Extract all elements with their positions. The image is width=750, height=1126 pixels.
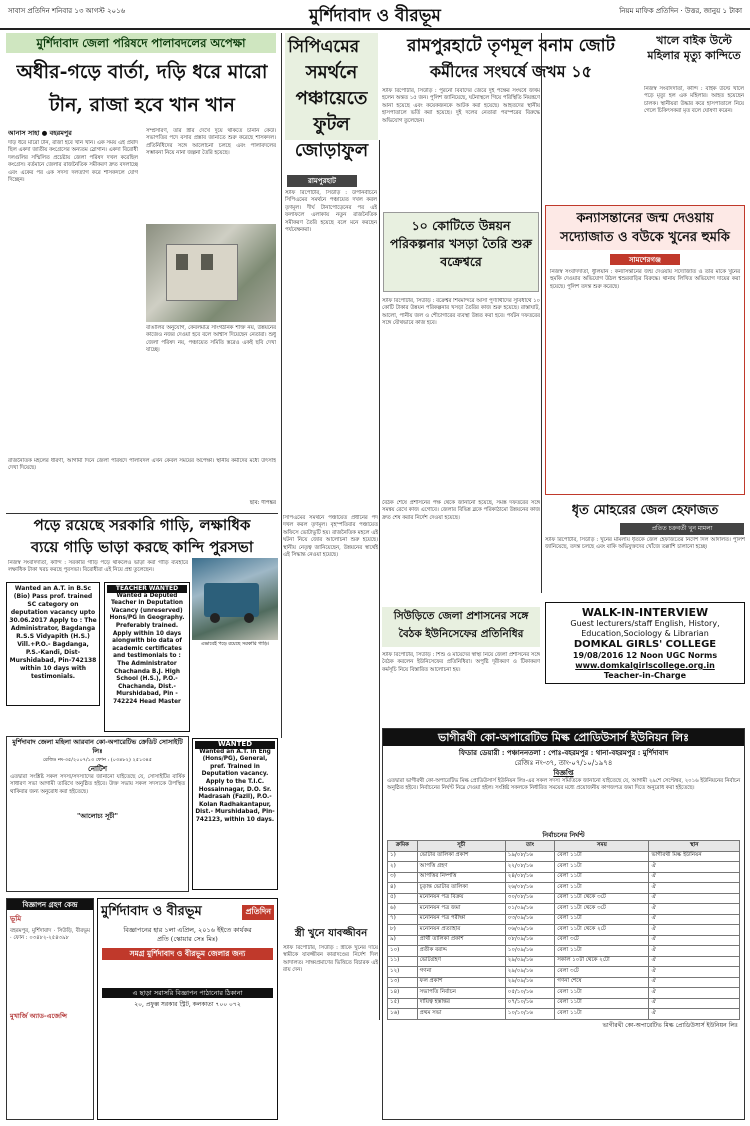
table-cell: ঐ [649, 1009, 740, 1020]
cpm-subheadline: কর্মীদের সংঘর্ষে জখম ১৫ [429, 62, 593, 81]
milk-subtitle: ফিডার ডেয়ারী : পঞ্চাননতলা : পোঃ-বহরমপুর : থানা-বহরমপুর : মুর্শিদাবাদ [458, 748, 669, 757]
milk-notice-label: বিজ্ঞপ্তি [553, 768, 574, 777]
table-cell: ১০/১০/১৬ [505, 1009, 554, 1020]
table-cell: বেলা ১১টা [555, 914, 649, 925]
table-cell: সভাপতি নির্বাচন [417, 988, 505, 999]
vehicle-body: নিজস্ব সংবাদদাতা, কান্দি : সরকারি গাড়ি পড়ে থাকলেও ভাড়া করা গাড়ি ব্যবহারে লক্ষাধিক টাকা খরচ করছে পুরসভা। বিরোধীরা এই নিয়ে প্রশ্ন তুলেছেন। [8, 560, 188, 574]
table-cell: ২৪/০৮/১৬ [505, 872, 554, 883]
life-headline: স্ত্রী খুনে যাবজ্জীবন [294, 928, 368, 939]
promo-line1: বিজ্ঞাপনের হার ১লা এপ্রিল, ২০১৬ ইইতে কার্যকর [123, 926, 252, 934]
walkin-line1: Guest lecturers/staff English, History, Education,Sociology & Librarian [570, 619, 720, 638]
column-rule [379, 140, 380, 1020]
section-title: মুর্শিদাবাদ ও বীরভূম [309, 6, 441, 26]
table-cell: ৭) [388, 914, 418, 925]
table-cell: ০১/০৯/১৬ [505, 904, 554, 915]
walkin-title: WALK-IN-INTERVIEW [581, 606, 709, 619]
table-cell: ১০) [388, 946, 418, 957]
lead-kicker-band [6, 33, 276, 53]
mid-col-body-b: বৈঠক শেষে প্রশাসনের পক্ষ থেকে জানানো হয়েছে, সমস্ত দফতরের সঙ্গে সমন্বয় রেখে কাজ এগোবে। জেলার বিভিন্ন ব্লকে পরিকাঠামো উন্নয়নের কাজ দ্রুত শেষ করার নির্দেশ দেওয়া হয়েছে। [382, 500, 540, 521]
table-cell: প্রার্থী তালিকা প্রকাশ [417, 935, 505, 946]
table-header-row [388, 841, 740, 852]
ad-booking-title: বিজ্ঞাপন গ্রহণ কেন্দ্র [7, 899, 93, 910]
panchayat-tag: রামপুরহাট [287, 175, 357, 187]
table-cell: ১৫) [388, 998, 418, 1009]
table-cell: ঐ [649, 946, 740, 957]
table-cell: ৯) [388, 935, 418, 946]
girl-tag: সামশেরগঞ্জ [610, 254, 680, 265]
milk-title: ভাগীরথী কো-অপারেটিভ মিল্ক প্রোডিউসার্স ইউনিয়ন লিঃ [383, 729, 744, 746]
lead-body-col2: সম্প্রসারণ, তার স্ত্রীর দেখে দুয়ে থাকতে চাননি কেউ। সভাপতির পদে বসার প্রস্তাব জানাতে শুরু করেছে শাসকদল। প্রতিনিধিদের সঙ্গে আলোচনা চলছে এবং পালাবদলের সম্ভাবনা নিয়ে নানা জল্পনা তৈরি হয়েছে। [146, 128, 276, 157]
promo-box [97, 898, 278, 1120]
table-cell: ৬) [388, 904, 418, 915]
promo-line3: সমগ্র মুর্শিদাবাদ ও বীরভূম জেলার জন্য [102, 948, 273, 960]
table-cell: বেলা ১১টা [555, 872, 649, 883]
society-body: এতদ্বারা সংশ্লিষ্ট সকল সদস্য/সদস্যাদের জানানো যাইতেছে যে, সোসাইটির বার্ষিক সাধারণ সভা আগামী তারিখে অনুষ্ঠিত হইবে। উক্ত সভায় সকল সদস্যকে উপস্থিত থাকিবার জন্য অনুরোধ করা হইতেছে। [10, 774, 185, 795]
lead-body-col4: রাজনৈতিক মহলের ধারণা, আগামী দিনে জেলা পরিষদে পালাবদল এখন কেবল সময়ের অপেক্ষা। স্থানীয় কর্মীদের মধ্যে উৎসাহ দেখা দিয়েছে। [8, 458, 276, 472]
table-header-cell: স্থান [649, 841, 740, 852]
table-row [388, 935, 740, 946]
milk-reg: রেজিঃ নং-৩৭, তাং-০৭/১০/১৯৭৪ [514, 759, 613, 767]
table-cell: মনোনয়ন পত্র বিক্রয় [417, 893, 505, 904]
column-rule [541, 33, 542, 593]
lead-body-col1: দড়ি ধরে মারো টান, রাজা হবে খান খান। এক সময় এই প্রবাদ ছিল একদা জাতীয় কংগ্রেসের অন্যতম স্লোগান। একদা বিরোধী দলগুলির সম্মিলিত প্রচেষ্টায় জেলা পরিষদ দখল করেছিল কংগ্রেস। বর্তমানে জেলার রাজনৈতিক সমীকরণ দ্রুত বদলাচ্ছে এবং একের পর এক সদস্য দলত্যাগ করে শাসকদলে যোগ দিচ্ছেন। [8, 140, 138, 184]
panchayat-body: স্টাফ রিপোর্টার, সিউড়ি : উপনির্বাচনে সিপিএমের সমর্থনে পঞ্চায়েত দখল করল তৃণমূল। দীর্ঘ টানাপোড়েনের পর এই ফলাফলে এলাকায় নতুন রাজনৈতিক সমীকরণ তৈরি হয়েছে বলে মনে করছেন পর্যবেক্ষকরা। [285, 190, 377, 234]
table-cell: সকাল ১০টা থেকে ২টো [555, 956, 649, 967]
milk-schedule [383, 840, 744, 1020]
table-cell: ঐ [649, 914, 740, 925]
table-cell: ৩) [388, 872, 418, 883]
table-cell: ৫) [388, 893, 418, 904]
table-cell: ৮) [388, 925, 418, 936]
table-row [388, 904, 740, 915]
walkin-link[interactable]: www.domkalgirlscollege.org.in [575, 661, 715, 670]
table-row [388, 862, 740, 873]
table-cell: গণনা [417, 967, 505, 978]
table-cell: বেলা ১১টা [555, 998, 649, 1009]
milk-body: এতদ্বারা ভাগীরথী কো-অপারেটিভ মিল্ক প্রোডিউসার্স ইউনিয়ন লিঃ-এর সকল সদস্য সমিতিকে জানানো যাইতেছে যে, আগামী ২৯শে সেপ্টেম্বর, ২০১৬ ইউনিয়নের নির্বাচন অনুষ্ঠিত হইবে। নির্বাচনের নির্ঘণ্ট নিম্নে দেওয়া হইল। সংশ্লিষ্ট সকলকে নির্ধারিত সময়ের মধ্যে প্রয়োজনীয় কাগজপত্র জমা দিতে অনুরোধ করা হইতেছে। [387, 778, 740, 792]
lead-byline: আনাস সাহা ● বহরমপুর [8, 129, 72, 137]
table-cell: ঐ [649, 977, 740, 988]
table-cell: মনোনয়ন পত্র পরীক্ষা [417, 914, 505, 925]
promo-line4: এ ছাড়া সরাসরি বিজ্ঞাপন পাঠানোর ঠিকানা [102, 988, 273, 998]
milk-schedule-title: নির্বাচনের নির্ঘণ্ট [542, 831, 585, 839]
table-cell: বেলা ১১টা থেকে ২টে [555, 925, 649, 936]
table-cell: বেলা ১১টা থেকে ৩টে [555, 904, 649, 915]
table-cell: বেলা ১১টা [555, 851, 649, 862]
vehicle-headline-2: ব্যয়ে গাড়ি ভাড়া করছে কান্দি পুরসভা [30, 538, 254, 556]
crore-box [383, 212, 539, 292]
crore-headline: ১০ কোটিতে উন্নয়ন পরিকল্পনার খসড়া তৈরি শুরু বক্রেশ্বরে [390, 218, 532, 269]
table-cell: ঐ [649, 883, 740, 894]
crore-body: স্টাফ রিপোর্টার, সিউড়ি : বক্রেশ্বর শিবমন্দিরে আসা পুণ্যার্থীদের সুবিধার্থে ১০ কোটি টাকার উন্নয়ন পরিকল্পনার খসড়া তৈরির কাজ শুরু হয়েছে। রাস্তাঘাট, আলো, পানীয় জল ও শৌচাগারের ব্যবস্থা উন্নত করা হবে। পর্যটন দফতরের সঙ্গে যৌথভাবে কাজ হবে। [382, 298, 540, 327]
lead-body-col3: বাঙালির অনুযোগ, কেবলমাত্র সাংগঠনিক শক্তি নয়, উন্নয়নের কাজেও নজর দেওয়া হবে বলে আশ্বাস দিয়েছেন নেতারা। শুধু জেলা পরিষদ নয়, পঞ্চায়েত সমিতি স্তরেও একই ছবি দেখা যাচ্ছে। [146, 325, 276, 354]
table-cell: ১৩) [388, 977, 418, 988]
table-cell: প্রথম সভা [417, 1009, 505, 1020]
table-cell: বেলা ১১টা [555, 883, 649, 894]
table-row [388, 883, 740, 894]
table-cell: ঐ [649, 988, 740, 999]
cpm-kicker: সিপিএমের [288, 37, 360, 57]
table-cell: আপত্তি গ্রহণ [417, 862, 505, 873]
table-cell: বেলা ১১টা থেকে ৩টে [555, 893, 649, 904]
promo-line5: ২০, প্রফুল্ল সরকার স্ট্রিট, কলকাতা ৭০০ ০৭২ [134, 1001, 241, 1008]
promo-logo: প্রতিদিন [242, 905, 274, 920]
ad-teacher [104, 582, 190, 732]
table-cell: ০৮/০৯/১৬ [505, 935, 554, 946]
panchayat-headline: সমর্থনে পঞ্চায়েতে ফুটল জোড়াফুল [294, 62, 369, 161]
table-header-cell: সূচী [417, 841, 505, 852]
schedule-table [387, 840, 740, 1020]
bike-body: নিজস্ব সংবাদদাতা, কান্দি : বাইক উল্টে খালে পড়ে মৃত্যু হল এক মহিলার। আহত হয়েছেন চালক। স্থানীয়রা উদ্ধার করে হাসপাতালে নিয়ে গেলে চিকিৎসকরা মৃত বলে ঘোষণা করেন। [644, 86, 744, 115]
lead-photo [146, 224, 276, 322]
girl-headline: কন্যাসন্তানের জন্ম দেওয়ায় সদ্যোজাত ও বউকে খুনের হুমকি [546, 206, 744, 250]
society-notice-label: নোটিশ [87, 764, 107, 773]
meeting-headline-2: বৈঠক ইউনিসেফের প্রতিনিধির [398, 628, 524, 640]
table-cell: দায়িত্ব হস্তান্তর [417, 998, 505, 1009]
table-cell: ০৩/০৯/১৬ [505, 914, 554, 925]
table-cell: ঐ [649, 935, 740, 946]
column-rule [281, 33, 282, 738]
milk-signer: ভাগীরথী কো-অপারেটিভ মিল্ক প্রোডিউসার্স ইউনিয়ন লিঃ [602, 1021, 738, 1029]
seal-body: স্টাফ রিপোর্টার, সিউড়ি : খুনের মামলায় ধৃতকে জেল হেফাজতের নির্দেশ দিল আদালত। পুলিশ জানিয়েছে, তদন্ত চলছে এবং বাকি অভিযুক্তদের খোঁজে তল্লাশি চালানো হচ্ছে। [545, 537, 745, 551]
walkin-ad [545, 602, 745, 684]
table-cell: ২৯/০৯/১৬ [505, 977, 554, 988]
table-cell: মনোনয়ন প্রত্যাহার [417, 925, 505, 936]
society-title: মুর্শিদাবাদ জেলা মহিলা আরবান কো-অপারেটিভ ক্রেডিট সোসাইটি লিঃ [12, 738, 183, 755]
table-cell: ০৭/১০/১৬ [505, 998, 554, 1009]
seal-headline: ধৃত মোহরের জেল হেফাজত [571, 503, 719, 518]
meeting-headline: সিউড়িতে জেলা প্রশাসনের সঙ্গে [393, 610, 529, 622]
table-header-cell: তাং [505, 841, 554, 852]
table-row [388, 914, 740, 925]
ad-booking-place2: মুখার্জি অ্যাড-এজেন্সি [10, 1012, 67, 1020]
promo-title: মুর্শিদাবাদ ও বীরভূম [101, 904, 202, 919]
lead-headline: অধীর-গড়ে বার্তা, দড়ি ধরে মারো টান, রাজা হবে খান খান [16, 61, 268, 116]
table-row [388, 925, 740, 936]
table-cell: ঐ [649, 872, 740, 883]
table-cell: ১১) [388, 956, 418, 967]
table-cell: বেলা ৩টে [555, 935, 649, 946]
table-cell: বেলা ১১টা [555, 862, 649, 873]
walkin-line3: 19/08/2016 12 Noon UGC Norms [572, 651, 718, 660]
table-row [388, 946, 740, 957]
milk-notice [382, 728, 745, 1120]
table-cell: ২) [388, 862, 418, 873]
society-notice [6, 736, 189, 892]
bike-headline: খালে বাইক উল্টে মহিলার মৃত্যু কান্দিতে [647, 34, 741, 62]
table-row [388, 1009, 740, 1020]
header-date: সাবাস প্রতিদিন শনিবার ১৩ আগস্ট ২০১৬ [8, 7, 126, 15]
table-header-cell: ক্রমিক [388, 841, 418, 852]
table-cell: ২৬/০৮/১৬ [505, 883, 554, 894]
cpm-headline: রামপুরহাটে তৃণমূল বনাম জোট [407, 36, 615, 56]
table-cell: ভোটার তালিকা প্রকাশ [417, 851, 505, 862]
table-cell: ১) [388, 851, 418, 862]
ad-wanted-2-title: WANTED [195, 741, 275, 749]
ad-booking-body: বহরমপুর, মুর্শিদাবাদ · সিউড়ি, বীরভূম · ফোন : ০৩৪৮২-২৫৪৩৯৮ [10, 928, 90, 942]
table-row [388, 998, 740, 1009]
table-cell: মনোনয়ন পত্র জমা [417, 904, 505, 915]
table-cell: বেলা ১১টা [555, 946, 649, 957]
table-cell: ৪) [388, 883, 418, 894]
vehicle-caption: এভাবেই পড়ে রয়েছে সরকারি গাড়ি। [200, 642, 270, 647]
ad-wanted-2-text: Wanted an A.T. in Eng (Hons/PG), General, pref. Trained in Deputation vacancy. Apply to the T.I.C. Hossainnagar, D.O. Sr. Madrasah (Fazil), P.O.- Kolan Radhakantapur, Dist.- Murshidabad, Pin- 742123, within 10 days. [195, 748, 275, 823]
page-header [0, 0, 750, 30]
table-cell: ঐ [649, 998, 740, 1009]
life-body: স্টাফ রিপোর্টার, সিউড়ি : স্ত্রীকে খুনের দায়ে স্বামীকে যাবজ্জীবন কারাদণ্ডের নির্দেশ দিল আদালত। সাক্ষ্যপ্রমাণের ভিত্তিতে বিচারক এই রায় দেন। [283, 945, 378, 974]
girl-body: নিজস্ব সংবাদদাতা, ধুলিয়ান : কন্যাসন্তানের জন্ম দেওয়ায় সদ্যোজাত ও তার মাকে খুনের হুমকি দেওয়ার অভিযোগ উঠল শ্বশুরবাড়ির বিরুদ্ধে। থানায় লিখিত অভিযোগ দায়ের করা হয়েছে। পুলিশ তদন্ত শুরু করেছে। [550, 269, 740, 290]
table-row [388, 988, 740, 999]
ad-teacher-title: TEACHER WANTED [107, 585, 187, 593]
table-cell: ০৬/০৯/১৬ [505, 925, 554, 936]
meeting-box [382, 607, 540, 647]
header-right: নিয়ম মাফিক প্রতিদিন · উত্তর, জানুয় ১ টাকা [619, 7, 742, 15]
lead-kicker: মুর্শিদাবাদ জেলা পরিষদে পালাবদলের অপেক্ষা [36, 36, 246, 50]
table-cell: ফল প্রকাশ [417, 977, 505, 988]
table-row [388, 851, 740, 862]
ad-booking-box [6, 898, 94, 1120]
table-row [388, 977, 740, 988]
table-cell: ঐ [649, 956, 740, 967]
girl-box [545, 205, 745, 495]
society-list-title: "আলোচ্য সূচী" [76, 812, 118, 820]
ad-wanted-1 [6, 582, 100, 706]
divider [6, 513, 278, 514]
walkin-line2: DOMKAL GIRLS' COLLEGE [573, 639, 717, 650]
table-cell: ৩০/০৮/১৬ [505, 893, 554, 904]
table-cell: প্রতীক বরাদ্দ [417, 946, 505, 957]
table-row [388, 893, 740, 904]
seal-tag: প্রতিত চক্রবর্তী খুন মামলা [620, 523, 744, 535]
table-header-cell: সময় [555, 841, 649, 852]
table-row [388, 967, 740, 978]
lead-credit: ছবি: দীপঙ্কর [249, 500, 276, 506]
table-cell: বেলা ৩টে [555, 967, 649, 978]
table-cell: ঐ [649, 967, 740, 978]
table-cell: ২২/০৮/১৬ [505, 862, 554, 873]
table-cell: গণনা শেষে [555, 977, 649, 988]
mid-col-body: সিপিএমের সমর্থনে পঞ্চায়েত প্রধানের পদ দখল করল তৃণমূল। বৃহস্পতিবার পঞ্চায়েত অফিসে ভোটাভুটি হয়। রাজনৈতিক মহলে এই ঘটনা নিয়ে জোর আলোচনা শুরু হয়েছে। স্থানীয় নেতৃত্ব জানিয়েছেন, উন্নয়নের স্বার্থেই এই সিদ্ধান্ত নেওয়া হয়েছে। [283, 515, 378, 559]
table-cell: ১২) [388, 967, 418, 978]
walkin-signer: Teacher-in-Charge [603, 671, 687, 680]
vehicle-headline: পড়ে রয়েছে সরকারি গাড়ি, লক্ষাধিক [33, 516, 251, 534]
table-cell: ঐ [649, 925, 740, 936]
promo-header [98, 899, 277, 926]
ad-wanted-1-text: Wanted an A.T. in B.Sc (Bio) Pass prof. trained SC category on deputation vacancy upto 30.06.2017 Apply to : The Administrator, Bagdanga R.S.S Vidyapith (H.S.) Vill.+P.O.- Bagdanga, P.S.-Kandi, Dist-Murshidabad, Pin-742138 within 10 days with testimonials. [9, 585, 97, 680]
table-cell: ২৯/০৯/১৬ [505, 967, 554, 978]
table-cell: আপত্তির নিষ্পত্তি [417, 872, 505, 883]
vehicle-photo [192, 558, 278, 640]
table-cell: ১০/০৯/১৬ [505, 946, 554, 957]
table-cell: ঐ [649, 904, 740, 915]
table-cell: ১৯/০৮/১৬ [505, 851, 554, 862]
ad-wanted-2 [192, 738, 278, 890]
table-cell: চূড়ান্ত ভোটার তালিকা [417, 883, 505, 894]
table-cell: ঐ [649, 862, 740, 873]
table-cell: ২৯/০৯/১৬ [505, 956, 554, 967]
table-cell: বেলা ১১টা [555, 988, 649, 999]
table-cell: ভাগীরথী মিল্ক ইউনিয়ন [649, 851, 740, 862]
ad-booking-place1: ভূমি [10, 914, 22, 923]
cpm-body: স্টাফ রিপোর্টার, সিউড়ি : পুরনো বিবাদের জেরে দুই পক্ষের সংঘর্ষে জখম হলেন অন্তত ১৫ জন। পুলিশ জানিয়েছে, ঘটনাস্থলে গিয়ে পরিস্থিতি নিয়ন্ত্রণে আনা হয়েছে এবং কয়েকজনকে আটক করা হয়েছে। আহতদের স্থানীয় হাসপাতালে ভর্তি করা হয়েছে। দুই দলের নেতারা পরস্পরের বিরুদ্ধে অভিযোগ তুলেছেন। [382, 88, 540, 124]
table-row [388, 872, 740, 883]
society-reg: রেজিঃ নং-৩৫/২০০৭/১৩ ফোন : (০৩৪৮২) ২৫১৩৪৫ [43, 757, 152, 763]
table-cell: ১৬) [388, 1009, 418, 1020]
meeting-body: স্টাফ রিপোর্টার, সিউড়ি : শিশু ও মায়েদের স্বাস্থ্য নিয়ে জেলা প্রশাসনের সঙ্গে বৈঠক করলেন ইউনিসেফের প্রতিনিধিরা। অপুষ্টি দূরীকরণ ও টিকাকরণ কর্মসূচি নিয়ে বিস্তারিত আলোচনা হয়। [382, 652, 540, 673]
table-cell: ঐ [649, 893, 740, 904]
table-cell: ১৪) [388, 988, 418, 999]
table-row [388, 956, 740, 967]
table-cell: ভোটগ্রহণ [417, 956, 505, 967]
promo-line2: প্রতি (স্কোয়ার সেঃ মিঃ) [157, 935, 218, 943]
table-cell: বেলা ১১টা [555, 1009, 649, 1020]
table-cell: ০৫/১০/১৬ [505, 988, 554, 999]
ad-teacher-text: Wanted a Deputed Teacher in Deputation Vacancy (unreserved) Hons/PG in Geography. Preferably trained. Apply within 10 days alongwith bio data of academic certificates and testimonials to : The Administrator Chachanda B.J. High School (H.S.), P.O.- Chachanda, Dist.- Murshidabad, Pin - 742224 Head Master [109, 592, 185, 705]
